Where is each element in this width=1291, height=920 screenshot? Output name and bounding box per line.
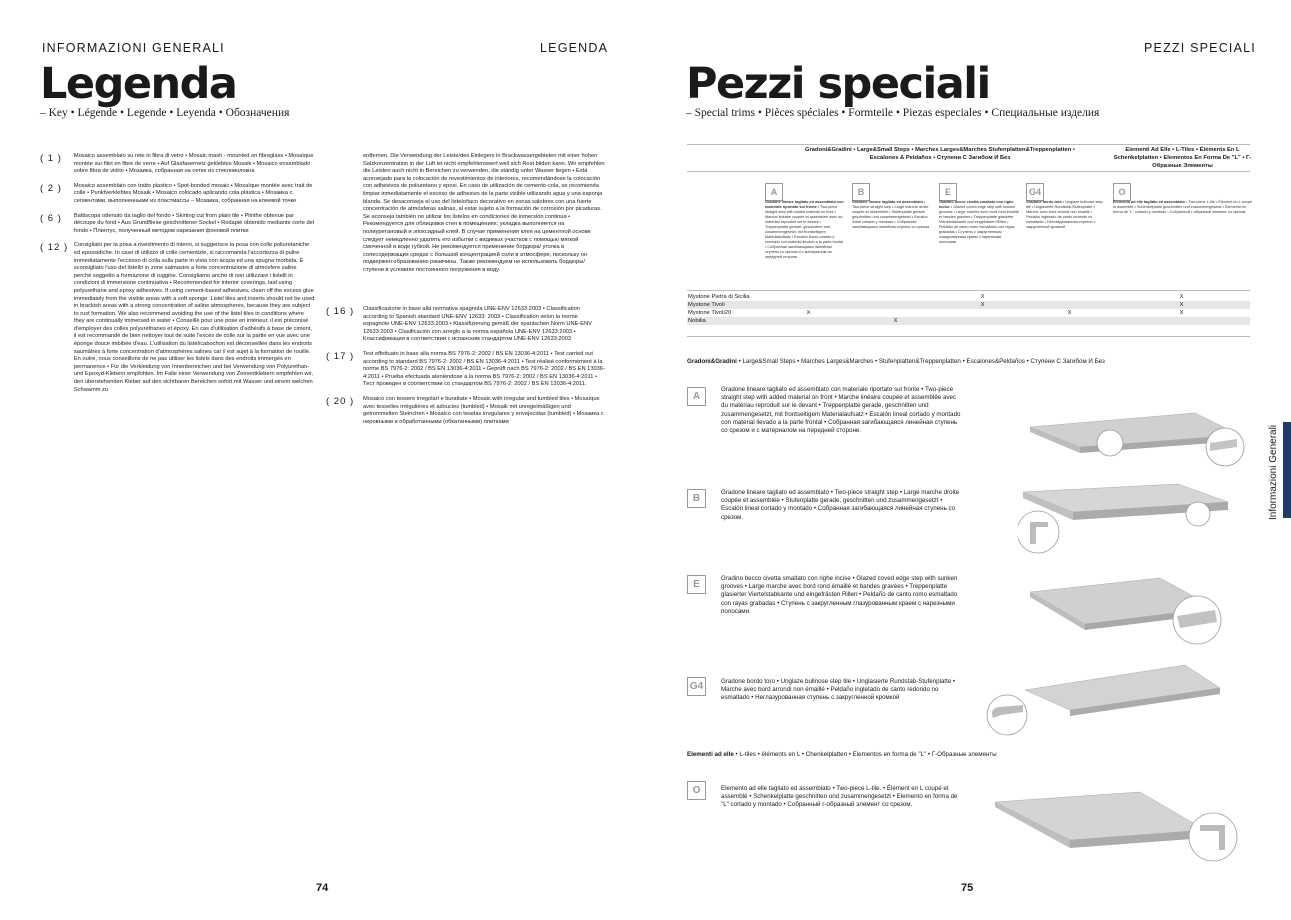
legend-item [40,153,315,176]
row-mark: X [893,318,898,324]
category-heading-bold: Gradoni&Gradini [687,358,737,365]
page-title: Pezzi speciali [686,59,990,109]
row-mark: X [980,302,985,308]
category-heading-bold: Elementi ad elle [687,751,734,758]
matrix-desc-text: • Two-piece straight step with added material on front • Marche linéaire coupée et assemblée avec du matériau reproduit sur le devant • Treppenplatte gerade, geschnitten und zusammengesetzt, mit frontseitigem Materialaufsatz • Escalón lineal cortado y montado con material llevado a la parte frontal • Собранная загибающаяся линейная ступень со срезом и с материалом на передней стороне. [765,205,844,259]
trim-description: Gradone bordo toro • Unglaze bullnose step tile • Unglasierte Rundstab-Stufenplatte • Marche avec bord arrondi non émaillé • Peldaño ingletado de canto redondo no esmaltado • Неглазурованная ступень с закругленной кромкой [721,678,956,702]
matrix-desc-text: • Unglaze bullnose step tile • Unglasierte Rundstab-Stufenplatte • Marche avec bord arrondi non émaillé • Peldaño ingletado de canto redondo no esmaltado • Неглазурованная ступень с закругленной кромкой [1026,200,1103,229]
matrix-desc-bold: Gradone lineare tagliato ed assemblato [852,200,923,204]
page-subtitle: – Special trims • Pièces spéciales • Formteile • Piezas especiales • Специальные изделия [686,107,1100,119]
legend-continued-text: entfernen. Die Verwendung der Leiste/des Einlegers in Brackwassergebieten mit einer hohen Salzkonzentration in der Luft ist nicht empfehlenswert weil sich Rost bilden kann. Wir empfehlen die Leisten auch nicht in Bereichen zu verwenden, die ständig unter Wasser liegen • Está aconsejado para la colocación de revestimientos de interiores, recomendándose la colocación con adhesivos de poliuretano y epoxi. En caso de utilización de cemento-cola, se recomienda limpiar inmediatamente el exceso de adhesivo de la parte visible utilizando agua y una esponja blanda. Se desaconseja el uso del listelo/taco decorativo en zonas salobres con una fuerte concentración de atmósferas salinas, al estar sujeto a la formación de corrosión por picaduras. Se aconseja también no utilizar los listelos en condiciones de inmersión continua • Рекомендуется для облицовки стен в помещениях; укладка выполняется на полиуретановый и эпоксидный клей. В случае применения клея на цементной основе следует немедленно удалять его избытки с видимых участков с помощью мягкой смоченной в воде губкой. Не рекомендуется применение бордюра/ уголка в солесодержащих средах с большой концентрацией соли в атмосфере, поскольку он подвержен образованию ржавчины. Также рекомендуем не использовать бордюры/ ступени в условиях постоянного погружения в воду. [363,153,605,273]
legend-item [40,242,315,394]
matrix-desc [939,200,1019,245]
row-mark [852,309,939,317]
table-row [687,301,1250,309]
table-row [687,293,1250,301]
page-subtitle: – Key • Légende • Legende • Leyenda • Обозначения [40,107,290,119]
table-row [687,309,1250,317]
matrix-desc-bold: Elemento ad elle tagliato ed assemblato [1113,200,1185,204]
divider [687,144,1250,145]
page-title: Legenda [40,59,237,109]
legend-code: ( 17 ) [326,350,355,362]
matrix-desc-text: • Glazed coved edge step with sunken grooves • Large marche avec bord rond émaillé et bandes gravées • Treppenplatte glasierter Viertelstabkante und eingefrästen Rillen • Peldaño de canto romo esmaltado con rayas grabadas • Ступень с закругленным глазурованным краем с нарезными полосами [939,205,1019,244]
matrix-desc-text: • Two-piece straight step • Large marche droite coupée et assemblée • Stufenplatte gerade geschnitten und zusammengesetzt • Escalón lineal cortado y montado • Собранная загибающаяся линейная ступень со срезом [852,200,930,229]
section-side-tab [1283,422,1291,518]
matrix-group-title: Gradoni&Gradini • Large&Small Steps • Marches Larges&Marches Stufenplatten&Treppenplatten • Escalones & Peldaños • Ступени С Загибом И Без [805,147,1075,161]
row-mark: X [1179,294,1184,300]
code-b-badge: B [852,183,870,201]
row-mark: X [806,310,811,316]
matrix-desc-bold: Gradone bordo toro [1026,200,1062,204]
legend-text: Consigliato per la posa a rivestimento di interni, si suggerisce la posa con colle poliuretaniche ed epossidiche. In caso di utilizzo di colle cementizie, si raccomanda l'accortezza di pulire immediatamente l'eccesso di colla sulla parte in vista con acqua ed una spugna morbida. È sconsigliato l'uso del listello in zone salmastre a forte concentrazione di atmosfere saline perché soggetto a formazione di ruggine. Consigliamo anche di non utilizzare i listelli in condizioni di immersione continuativa • Recommended for interior coverings, laid using polyurethane and epoxy adhesives. If using cement-based adhesives, clean off the excess glue immediately from the visible areas with a soft sponge. Listel tiles and inserts should not be used in brackish areas with a strong concentration of saline atmospheres, because they are subject to rust formation. We also recommend avoiding the use of the listel tiles in conditions where they are continually immersed in water • Conseillé pour une pose en intérieur, il est préconisé d'employer des colles polyuréthanes et époxy. En cas d'utilisation d'adhésifs à base de ciment, il est recommandé de bien nettoyer tout de suite l'excès de colle sur la partie en vue avec une éponge douce imbibée d'eau. L'utilisation du listel/cabochon est déconseillée dans les endroits saumâtres à forte concentration d'atmosphères salines car il est sujet à la formation de rouille. En outre, nous conseillons de ne pas utiliser les listels dans des endroits immergés en permanence • Für die Verkleidung von Innenbereichen und bei Verwendung von Polyurethan- und Epoxyd-Klebern empfohlen. Im Falle einer Verwendung von Zementklebern empfehlen wir, den überstehenden Kleber auf den sichtbaren Bereichen sofort mit Wasser und einem weichen Schwamm zu [73,242,315,393]
matrix-desc [1113,200,1253,215]
row-mark [1026,293,1113,301]
row-mark: X [1179,310,1184,316]
legend-item [326,351,606,389]
row-mark [1026,317,1113,325]
page-number: 74 [316,882,329,894]
legend-text: Mosaico con tessere irregolari e burattate • Mosaic with irregular and tumbled tiles • Mosaïque avec tesselles irrégulières et adoucies (tumbled) • Mosaik mit unregelmäßigen und getrommelten Steinchen • Mosaico con teselas irregulares y envejecidas (tumbled) • Мозаика с неровными и обработанными (обкатанными) плитками [363,395,604,425]
section-header: INFORMAZIONI GENERALI [42,41,225,55]
legend-item [326,396,606,426]
row-mark [852,293,939,301]
matrix-desc-bold: Gradino becco civetta smaltato con righe incise [939,200,1014,209]
legend-item [326,306,606,344]
legend-text: Test effettuato in base alla norma BS 7976-2: 2002 / BS EN 13036-4:2011 • Test carried out according to standard BS 7976-2: 2002 / BS EN 13036-4:2011 • Test réalisé conformément à la norme BS 7976-2: 2002 / BS EN 13036-4:2011 • Geprüft nach BS 7976-2: 2002 / BS EN 13036-4:2011 • Prueba efectuada ateniéndose a la norma BS 7976-2: 2002 / BS EN 13036-4:2011 • Тест проведен в соответствии со стандартом BS 7976-2: 2002 / BS EN 13036-4:2011. [363,350,605,388]
row-name: Mystone Tivoli20 [688,310,732,316]
row-name: Mystone Tivoli [688,302,725,308]
legend-text: Mosaico assemblato con tratto plastico • Spot-bonded mosaic • Mosaïque montée avec trait de colle • Punktverklebtes Mosaik • Mosaico colocado aplicando cola plástica • Мозаика с сегментами, выполненными из пластмассы – Мозаика, собранная на клеевой точке [73,182,313,204]
code-b-badge: B [687,489,706,508]
row-mark [939,317,1026,325]
divider [687,290,1250,291]
legend-column-1 [40,153,315,394]
trim-b-illustration [1018,482,1233,557]
trim-e-illustration [1025,572,1225,650]
matrix-group-title: Elementi Ad Elle • L-Tiles • Éléments En L Schenkelplatten • Elementos En Forma De "L" • Г-Образные Элементы [1113,147,1252,169]
legend-item [40,213,315,236]
trim-description: Gradino becco civetta smaltato con righe incise • Glazed coved edge step with sunken grooves • Large marche avec bord rond émaillé et bandes gravées • Treppenplatte glasierter Viertelstabkante und eingefrästen Rillen • Peldaño de canto romo esmaltado con rayas grabadas • Ступень с закругленным глазурованным краем с нарезными полосами. [721,575,958,615]
matrix-desc [765,200,845,260]
category-heading [687,751,997,758]
row-mark [852,301,939,309]
legend-text: Classificazione in base alla normativa spagnola UNE-ENV 12633:2003 • Classification according to Spanish standard UNE-ENV 12633: 2003 • Classification selon la norme espagnole UNE-ENV 12633:2003 • Klassifizierung gemäß der spanischen Norm UNE-ENV 12633:2003 • Clasificación con arreglo a la norma española UNE-ENV 12633:2003 • Классификация в соответствии с испанским стандартом UNE-ENV 12633:2003 [363,306,592,343]
trim-description: Gradone lineare tagliato ed assemblato • Two-piece straight step • Large marche droite coupée et assemblée • Stufenplatte gerade, geschnitten und zusammengesetzt • Escalón lineal cortado y montado • Собранная загибающаяся линейная ступень со срезом. [721,489,960,521]
row-mark [1026,301,1113,309]
legend-code: ( 1 ) [40,153,62,164]
trim-a-illustration [1025,405,1255,480]
row-mark: X [1179,302,1184,308]
section-header-center: LEGENDA [540,41,609,55]
code-g4-badge: G4 [687,677,706,696]
row-mark [765,301,852,309]
legend-code: ( 2 ) [40,182,62,194]
row-mark [765,293,852,301]
code-e-badge: E [687,575,706,594]
availability-table [687,293,1250,325]
side-tab-label: Informazioni Generali [1268,424,1279,520]
matrix-desc [1026,200,1106,230]
divider [687,171,1250,172]
matrix-desc-text: • Two-piece L-tile • Élément en L coupé et assemblé • Schenkelplatte geschnitten und zusammengesetzt • Elemento en forma de "L" cortado y montado • Собранный г-образный элемент со срезом. [1113,200,1252,214]
legend-column-2 [326,306,606,426]
row-name: Mystone Pietra di Sicilia [688,294,750,300]
legend-code: ( 20 ) [326,395,355,407]
legend-code: ( 12 ) [40,242,69,254]
divider [687,336,1250,337]
code-g4-badge: G4 [1026,183,1044,201]
code-a-badge: A [687,387,706,406]
legend-item [40,183,315,206]
row-mark: X [980,294,985,300]
legend-code: ( 6 ) [40,212,62,224]
category-heading [687,358,1105,365]
code-a-badge: A [765,183,783,201]
trim-description: Gradone lineare tagliato ed assemblato con materiale riportato sul fronte • Two-piece straight step with added material on front • Marche linéaire coupée et assemblée avec du matériau reproduit sur le devant • Treppenplatte gerade, geschnitten und zusammengesetzt, mit frontseitigem Materialaufsatz • Escalón lineal cortado y montado con material llevado a la parte frontal • Собранная загибающаяся линейная ступень со срезом и с материалом на передней стороне. [721,386,961,435]
code-o-badge: O [687,781,706,800]
category-heading-text: • L-tiles • éléments en L • Chenkelplatten • Elementos en forma de "L" • Г-Образные элементы [735,751,997,758]
row-mark: X [1067,310,1072,316]
section-header-right: PEZZI SPECIALI [1144,41,1256,55]
trim-o-illustration [990,790,1240,865]
row-mark [1113,317,1250,325]
row-mark [765,317,852,325]
legend-code: ( 16 ) [326,306,355,317]
legend-text: Mosaico assemblato su rete in fibra di vetro • Mosaic mash - mounted on fibreglass • Mosaïque montée sur filet en fibre de verre • Auf Glasfasernetz geklebtes Mosaik • Mosaico ensamblado sobre fibra de vidrio • Мозаика, собранная на сетке из стекловолокна [73,153,314,175]
page-number: 75 [961,882,974,894]
legend-text: Battiscopa ottenuto da taglio del fondo • Skirting cut from plain tile • Plinthe obtenue par découpe du fond • Aus Grundfliese geschnittener Sockel • Rodapié obtenido mediante corte del fondo • Плинтус, полученный методом нарезания фоновой плитки [73,212,315,234]
code-e-badge: E [939,183,957,201]
trim-description: Elemento ad elle tagliato ed assemblato • Two-piece L-tile. • Élément en L coupé et assemblé • Schenkelplatte geschnitten und zusammengesetzt • Elemento en forma de "L" cortado y montado • Собранный г-образный элемент со срезом. [721,785,958,809]
table-row [687,317,1250,325]
row-mark [939,309,1026,317]
code-o-badge: O [1113,183,1131,201]
row-name: Nobilia [688,318,706,324]
category-heading-text: • Large&Small Steps • Marches Larges&Marches • Stufenplatten&Treppenplatten • Escalones&Peldaños • Ступени С Загибом И Без [738,358,1105,365]
matrix-desc-bold: Gradone lineare tagliato ed assemblato con materiale riportato sul fronte [765,200,844,209]
matrix-desc [852,200,932,230]
trim-g4-illustration [985,660,1225,740]
